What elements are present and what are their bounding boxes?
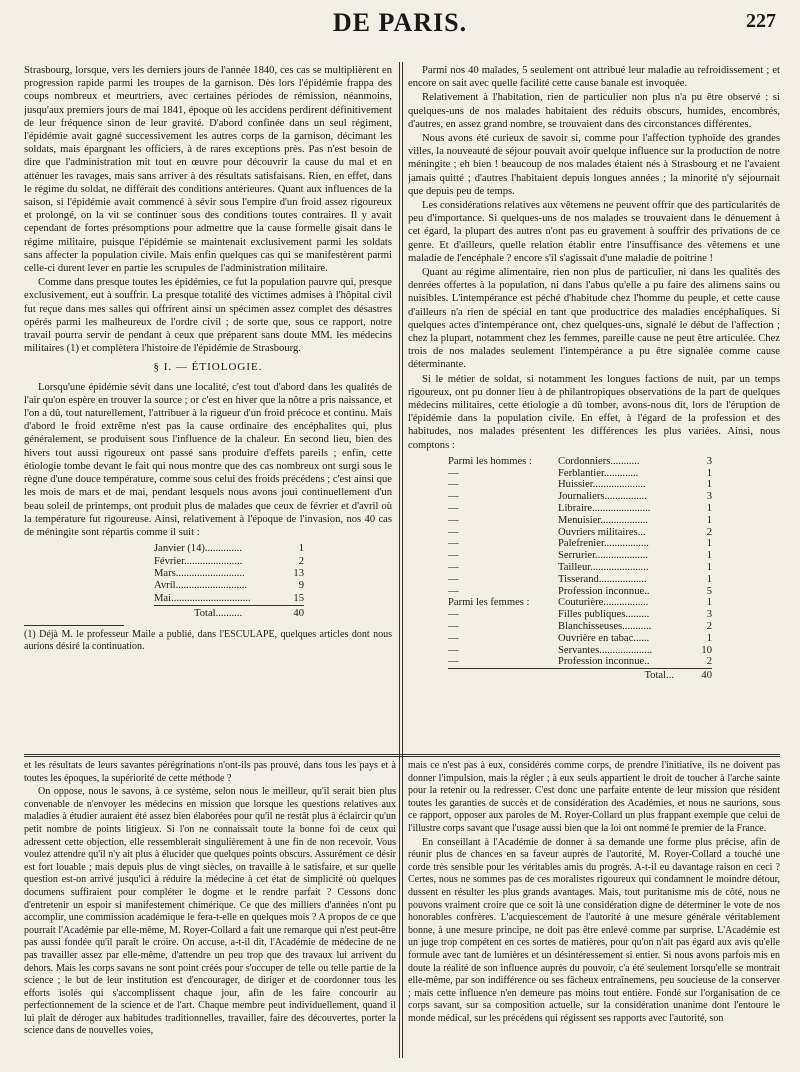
profession-count: 5 bbox=[706, 585, 712, 597]
total-label: Total... bbox=[558, 669, 680, 682]
table-row bbox=[448, 468, 712, 480]
profession-label: Servantes.................... bbox=[558, 644, 653, 656]
section-divider bbox=[24, 754, 780, 755]
profession-count: 1 bbox=[706, 467, 712, 479]
paragraph: Les considérations relatives aux vêtemens ne peuvent offrir que des particularités de peu d'importance. Si quelques-uns de nos malades se trouvaient dans le dénuement à cet égard, la plupart des autres n'ont pas eu gravement à souffrir des privations de ce genre. Et d'ailleurs, quelle relation établir entre l'insuffisance des vêtemens et une maladie de l'encéphale ? encore s'il s'agissait d'une maladie de poitrine ! bbox=[408, 200, 780, 264]
table-row bbox=[448, 491, 712, 503]
footnote: (1) Déjà M. le professeur Maile a publié, dans l'ESCULAPE, quelques articles dont nous aurions désiré la continuation. bbox=[24, 628, 392, 652]
profession-count: 1 bbox=[706, 479, 712, 491]
monthly-cases-table bbox=[154, 543, 304, 620]
month-label: Mai.............................. bbox=[154, 592, 251, 604]
profession-label: Libraire...................... bbox=[558, 503, 651, 515]
profession-count: 1 bbox=[706, 514, 712, 526]
table-row bbox=[448, 574, 712, 586]
profession-label: Journaliers................ bbox=[558, 491, 647, 503]
profession-count: 1 bbox=[706, 538, 712, 550]
profession-label: Menuisier.................. bbox=[558, 514, 649, 526]
profession-count: 3 bbox=[706, 455, 712, 467]
ditto-dash: — bbox=[448, 503, 459, 515]
ditto-dash: — bbox=[448, 467, 459, 479]
paragraph: et les résultats de leurs savantes pérégrinations n'ont-ils pas prouvé, dans tous les pays et à toutes les époques, la supériorité de cette méthode ? bbox=[24, 760, 396, 784]
table-row bbox=[448, 538, 712, 550]
feuilleton-column-right bbox=[408, 760, 780, 1065]
paragraph: Si le métier de soldat, si notamment les longues factions de nuit, par un temps rigoureux, ont pu donner lieu à de philantropiques observations de la part de quelques médecins militaires, cette étiologie a dû tomber, avons-nous dit, lors de l'éruption de l'épidémie dans la population civile. En effet, à l'égard de la profession et des habitudes, nos malades présentent les différences les plus variées. Ainsi, nous comptons : bbox=[408, 373, 780, 451]
page-number: 227 bbox=[746, 10, 776, 32]
month-label: Avril........................... bbox=[154, 580, 248, 592]
profession-label: Ouvrière en tabac...... bbox=[558, 632, 650, 644]
profession-label: Ferblantier............. bbox=[558, 467, 639, 479]
group-label-men: Parmi les hommes : bbox=[448, 455, 532, 467]
table-row bbox=[448, 515, 712, 527]
table-row bbox=[448, 656, 712, 668]
table-row bbox=[448, 609, 712, 621]
month-label: Mars.......................... bbox=[154, 567, 245, 579]
profession-count: 1 bbox=[706, 573, 712, 585]
profession-count: 2 bbox=[706, 621, 712, 633]
section-heading: § I. — ÉTIOLOGIE. bbox=[153, 361, 263, 374]
profession-label: Couturière................. bbox=[558, 597, 649, 609]
ditto-dash: — bbox=[448, 621, 459, 633]
profession-label: Tisserand.................. bbox=[558, 573, 647, 585]
ditto-dash: — bbox=[448, 644, 459, 656]
table-row bbox=[448, 597, 712, 609]
ditto-dash: — bbox=[448, 585, 459, 597]
table-row bbox=[448, 621, 712, 633]
ditto-dash: — bbox=[448, 538, 459, 550]
ditto-dash: — bbox=[448, 632, 459, 644]
table-row bbox=[154, 543, 304, 555]
table-row bbox=[448, 562, 712, 574]
ditto-dash: — bbox=[448, 479, 459, 491]
table-row bbox=[154, 593, 304, 606]
month-label: Février...................... bbox=[154, 555, 243, 567]
ditto-dash: — bbox=[448, 491, 459, 503]
group-label-women: Parmi les femmes : bbox=[448, 597, 530, 609]
profession-label: Profession inconnue.. bbox=[558, 656, 650, 668]
paragraph: Comme dans presque toutes les épidémies, ce fut la population pauvre qui, presque exclusivement, eut à souffrir. La presque totalité des victimes admises à l'hôpital civil fut reçue dans mes salles qui offrirent ainsi un spécimen assez complet des désastres opérés parmi les malheureux de l'ordre civil ; de sorte que, sous ce rapport, notre travail pourra servir de pendant à ceux que préparent sans doute MM. les médecins militaires (1) et complètera l'histoire de l'épidémie de Strasbourg. bbox=[24, 277, 392, 355]
total-value: 40 bbox=[680, 669, 712, 682]
paragraph: mais ce n'est pas à eux, considérés comme corps, de prendre l'initiative, ils ne doivent pas donner l'impulsion, mais la régler ; à eux seuls appartient le droit de toucher à l'arche sainte pour la retenir ou la redresser. C'est donc une parfaite entente de leur mission que résident toutes les garanties de succès et de considération des Académies, et nous ne saurions, sous ce rapport, opposer aux paroles de M. Royer-Collard un plus frappant exemple que celui de l'illustre corps savant que l'usage aussi bien que la loi ont nommé le premier de la France. bbox=[408, 760, 780, 834]
paragraph: En conseillant à l'Académie de donner à sa demande une forme plus précise, afin de réunir plus de chances en sa faveur auprès de l'autorité, M. Royer-Collard a touché une corde très sensible pour les véritables amis du progrès. A-t-il eu davantage raison en ceci ? Certes, nous ne sommes pas de ces moralistes rigoureux qui condamnent le moindre détour, dussent en résulter les plus grands avantages. Mais, tout puritanisme mis de côté, nous ne pouvons vraiment croire que ce soit là une considération digne de déterminer le vote de nos honorables confrères. L'acquiescement de l'autorité à une mesure générale véritablement bonne, à une mesure principe, ne doit pas être enlevé comme par surprise. L'Académie est un juge trop compétent en ces sortes de matières, pour qu'on n'ait pas égard aux avis qu'elle formule avec tant de lumières et un désintéressement si entier. Si nous avons parfois mis en doute la réalité de son influence auprès du pouvoir, c'a été seulement lorsqu'elle se montrait elle-même, par son indifférence ou ses fâcheux entraînemens, peu soucieuse de la conserver ; mais cette influence n'en demeure pas moins tout entière. Fondé sur l'organisation de ce corps savant, sur sa composition actuelle, sur la considération unanime dont l'entoure le monde médical, sur les précédens qui régissent ses rapports avec l'autorité, son bbox=[408, 836, 780, 1024]
profession-label: Ouvriers militaires... bbox=[558, 526, 646, 538]
column-divider bbox=[399, 62, 400, 1058]
paragraph: On oppose, nous le savons, à ce système, selon nous le meilleur, qu'il serait bien plus convenable de n'envoyer les médecins en mission que lorsque les questions relatives aux maladies à étudier auraient été assez bien élaborées pour qu'il ne restât plus à éclaircir qu'un petit nombre de points litigieux. Si l'on ne connaissait toute la bonne foi de ceux qui adressent cette objection, elle ressemblerait singulièrement à une fin de non recevoir. Vous voulez attendre qu'il n'y ait plus à élucider que quelques points obscurs. Assurément ce désir est fort louable ; mais depuis plus de vingt siècles, on travaille à le satisfaire, et sur quelle question est-on arrivé jusqu'ici à réduire la médecine à cet état de simplicité où quelques documens suffiraient pour compléter le dogme et le rendre parfait ? Cessons donc d'entretenir un espoir si manifestement chimérique. Ce que des milliers d'années n'ont pu accomplir, une commission académique le fera-t-elle en quelques mois ? A propos de ce que pourrait l'Académie par elle-même, M. Royer-Collard a fait une remarque qui n'est peut-être pas aussi fondée qu'il paraît le croire. On accuse, a-t-il dit, l'Académie de médecine de ne pas travailler assez par elle-même, d'attendre un peu trop que des travaux lui arrivent du dehors. Mais les corps savans ne sont point créés pour s'occuper de telle ou telle partie de la science ; le but de leur institution est d'encourager, de diriger et de coordonner tous les efforts isolés qui s'accomplissent chaque jour, afin de les faire concourir au perfectionnement de la science et de l'art. Chaque membre peut individuellement, quand il lui plaît de déroger aux habitudes traditionnelles, travailler, faire des découvertes, porter la science dans de nouvelles voies, bbox=[24, 786, 396, 1037]
profession-count: 1 bbox=[706, 550, 712, 562]
profession-count: 1 bbox=[706, 562, 712, 574]
footnote-rule bbox=[24, 625, 124, 626]
table-row bbox=[154, 568, 304, 580]
profession-label: Serrurier.................... bbox=[558, 550, 649, 562]
table-row bbox=[154, 580, 304, 592]
month-value: 9 bbox=[298, 580, 304, 592]
profession-label: Tailleur...................... bbox=[558, 562, 649, 574]
article-column-right bbox=[408, 64, 780, 754]
page-header bbox=[0, 0, 800, 58]
month-value: 13 bbox=[293, 567, 304, 579]
profession-count: 1 bbox=[706, 632, 712, 644]
table-row bbox=[448, 550, 712, 562]
ditto-dash: — bbox=[448, 562, 459, 574]
profession-label: Filles publiques......... bbox=[558, 609, 650, 621]
table-row bbox=[448, 645, 712, 657]
table-total-row bbox=[448, 669, 712, 682]
month-label: Janvier (14).............. bbox=[154, 543, 242, 555]
profession-count: 2 bbox=[706, 526, 712, 538]
table-row bbox=[448, 456, 712, 468]
paragraph: Strasbourg, lorsque, vers les derniers jours de l'année 1840, ces cas se multiplièrent en progression rapide parmi les troupes de la garnison. Dès lors l'épidémie frappa des coups nombreux et meurtriers, avec certaines périodes de rémission, néanmoins, jusqu'aux premiers jours de mai 1841, époque où les accidens perdirent définitivement de leur fréquence sinon de leur gravité. D'abord confinée dans un seul régiment, l'épidémie avait gagné successivement les autres corps de la garnison, décimant les soldats, mais épargnant les officiers, à de rares exceptions près. Pas n'est besoin de dire que l'administration mit tout en œuvre pour découvrir la cause du mal et en atténuer les ravages, mais sans arriver à des résultats satisfaisans. Rien, en effet, dans le régime du soldat, ne différait des conditions antérieures. Quant aux influences de la saison, si l'épidémie avait commencé à sévir sous l'empire d'un froid assez rigoureux et prolongé, on la vit se continuer sous des conditions toutes contraires. Il y avait cependant de fortes présomptions pour admettre que la cause formelle gisait dans le régime militaire, puisque l'épidémie se maintenait exclusivement parmi les soldats sans affecter la population civile. Mais enfin quelques cas qui se manifestèrent parmi celle-ci durent lever en partie les scrupules de l'administration militaire. bbox=[24, 65, 392, 275]
column-divider bbox=[402, 62, 403, 1058]
table-row bbox=[448, 586, 712, 598]
profession-count: 3 bbox=[706, 491, 712, 503]
profession-label: Huissier.................... bbox=[558, 479, 646, 491]
paragraph: Nous avons été curieux de savoir si, comme pour l'affection typhoïde des grandes villes, la nouveauté de séjour pouvait avoir quelque influence sur la production de notre méningite ; eh bien ! beaucoup de nos malades étaient nés à Strasbourg et ne l'avaient jamais quitté ; d'autres l'habitaient depuis longues années ; la minorité n'y séjournait que depuis peu de temps. bbox=[408, 133, 780, 197]
table-row bbox=[448, 503, 712, 515]
ditto-dash: — bbox=[448, 514, 459, 526]
total-value: 40 bbox=[276, 606, 304, 621]
article-column-left bbox=[24, 64, 392, 716]
month-value: 1 bbox=[298, 543, 304, 555]
profession-count: 3 bbox=[706, 609, 712, 621]
table-row bbox=[448, 527, 712, 539]
masthead-title: DE PARIS. bbox=[332, 8, 468, 37]
ditto-dash: — bbox=[448, 526, 459, 538]
profession-count: 10 bbox=[701, 644, 712, 656]
ditto-dash: — bbox=[448, 609, 459, 621]
paragraph: Lorsqu'une épidémie sévit dans une localité, c'est tout d'abord dans les qualités de l'air qu'on espère en trouver la source ; or c'est en hiver que la nôtre a pris naissance, et l'on a dû, tout naturellement, l'attribuer à la rigueur d'un froid précoce et continu. Mais d'abord le froid extrême n'est pas la cause ordinaire des encéphalites qui, plus généralement, se produisent sous l'influence de la chaleur. En second lieu, bien des hivers tout aussi rigoureux ont passé sans produire d'effets pareils ; enfin, cette étiologie tombe devant le fait qui nous montre que des cas nombreux ont surgi sous le règne d'une douce température, comme sous celui des froids précédens ; c'est ainsi que les mois de mars et de mai, pendant lesquels nous avons joui continuellement d'un beau soleil de printemps, ont produit plus de malades que ceux de février et d'avril où la température fut rigoureuse. Ainsi, relativement à l'époque de l'invasion, nos 40 cas de méningite sont répartis comme il suit : bbox=[24, 381, 392, 538]
month-value: 15 bbox=[293, 592, 304, 604]
profession-count: 1 bbox=[706, 503, 712, 515]
table-row bbox=[448, 479, 712, 491]
total-label: Total.......... bbox=[154, 606, 276, 621]
month-value: 2 bbox=[298, 555, 304, 567]
profession-count: 2 bbox=[706, 656, 712, 668]
paragraph: Parmi nos 40 malades, 5 seulement ont attribué leur maladie au refroidissement ; et encore on sait avec quelle facilité cette cause banale est invoquée. bbox=[408, 65, 780, 90]
profession-label: Cordonniers........... bbox=[558, 455, 640, 467]
ditto-dash: — bbox=[448, 573, 459, 585]
profession-label: Blanchisseuses........... bbox=[558, 621, 652, 633]
ditto-dash: — bbox=[448, 656, 459, 668]
table-row bbox=[154, 556, 304, 568]
feuilleton-column-left bbox=[24, 760, 396, 1065]
table-total-row bbox=[154, 606, 304, 621]
ditto-dash: — bbox=[448, 550, 459, 562]
profession-label: Profession inconnue.. bbox=[558, 585, 650, 597]
profession-count: 1 bbox=[706, 597, 712, 609]
table-row bbox=[448, 633, 712, 645]
profession-table bbox=[448, 456, 712, 682]
paragraph: Quant au régime alimentaire, rien non plus de particulier, ni dans les qualités des denrées offertes à la population, ni dans l'abus qu'elle a pu faire des alimens sains ou nuisibles. L'intempérance est péché d'habitude chez l'homme du peuple, et cette cause d'ailleurs n'a rien de spécial en tant que productrice des maladies encéphaliques. Si quelques actes d'intempérance ont, chez quelques-uns, signalé le début de l'affection ; chez la plupart, notamment chez les femmes, pareille cause ne peut être articulée. Chez trois de nos malades seulement l'intempérance a pu être signalée comme cause déterminante. bbox=[408, 267, 780, 371]
paragraph: Relativement à l'habitation, rien de particulier non plus n'a pu être observé : si quelques-uns de nos malades habitaient des réduits obscurs, humides, encombrés, d'autres, en assez grand nombre, se trouvaient dans des circonstances différentes. bbox=[408, 92, 780, 130]
section-divider bbox=[24, 756, 780, 757]
profession-label: Palefrenier................. bbox=[558, 538, 649, 550]
